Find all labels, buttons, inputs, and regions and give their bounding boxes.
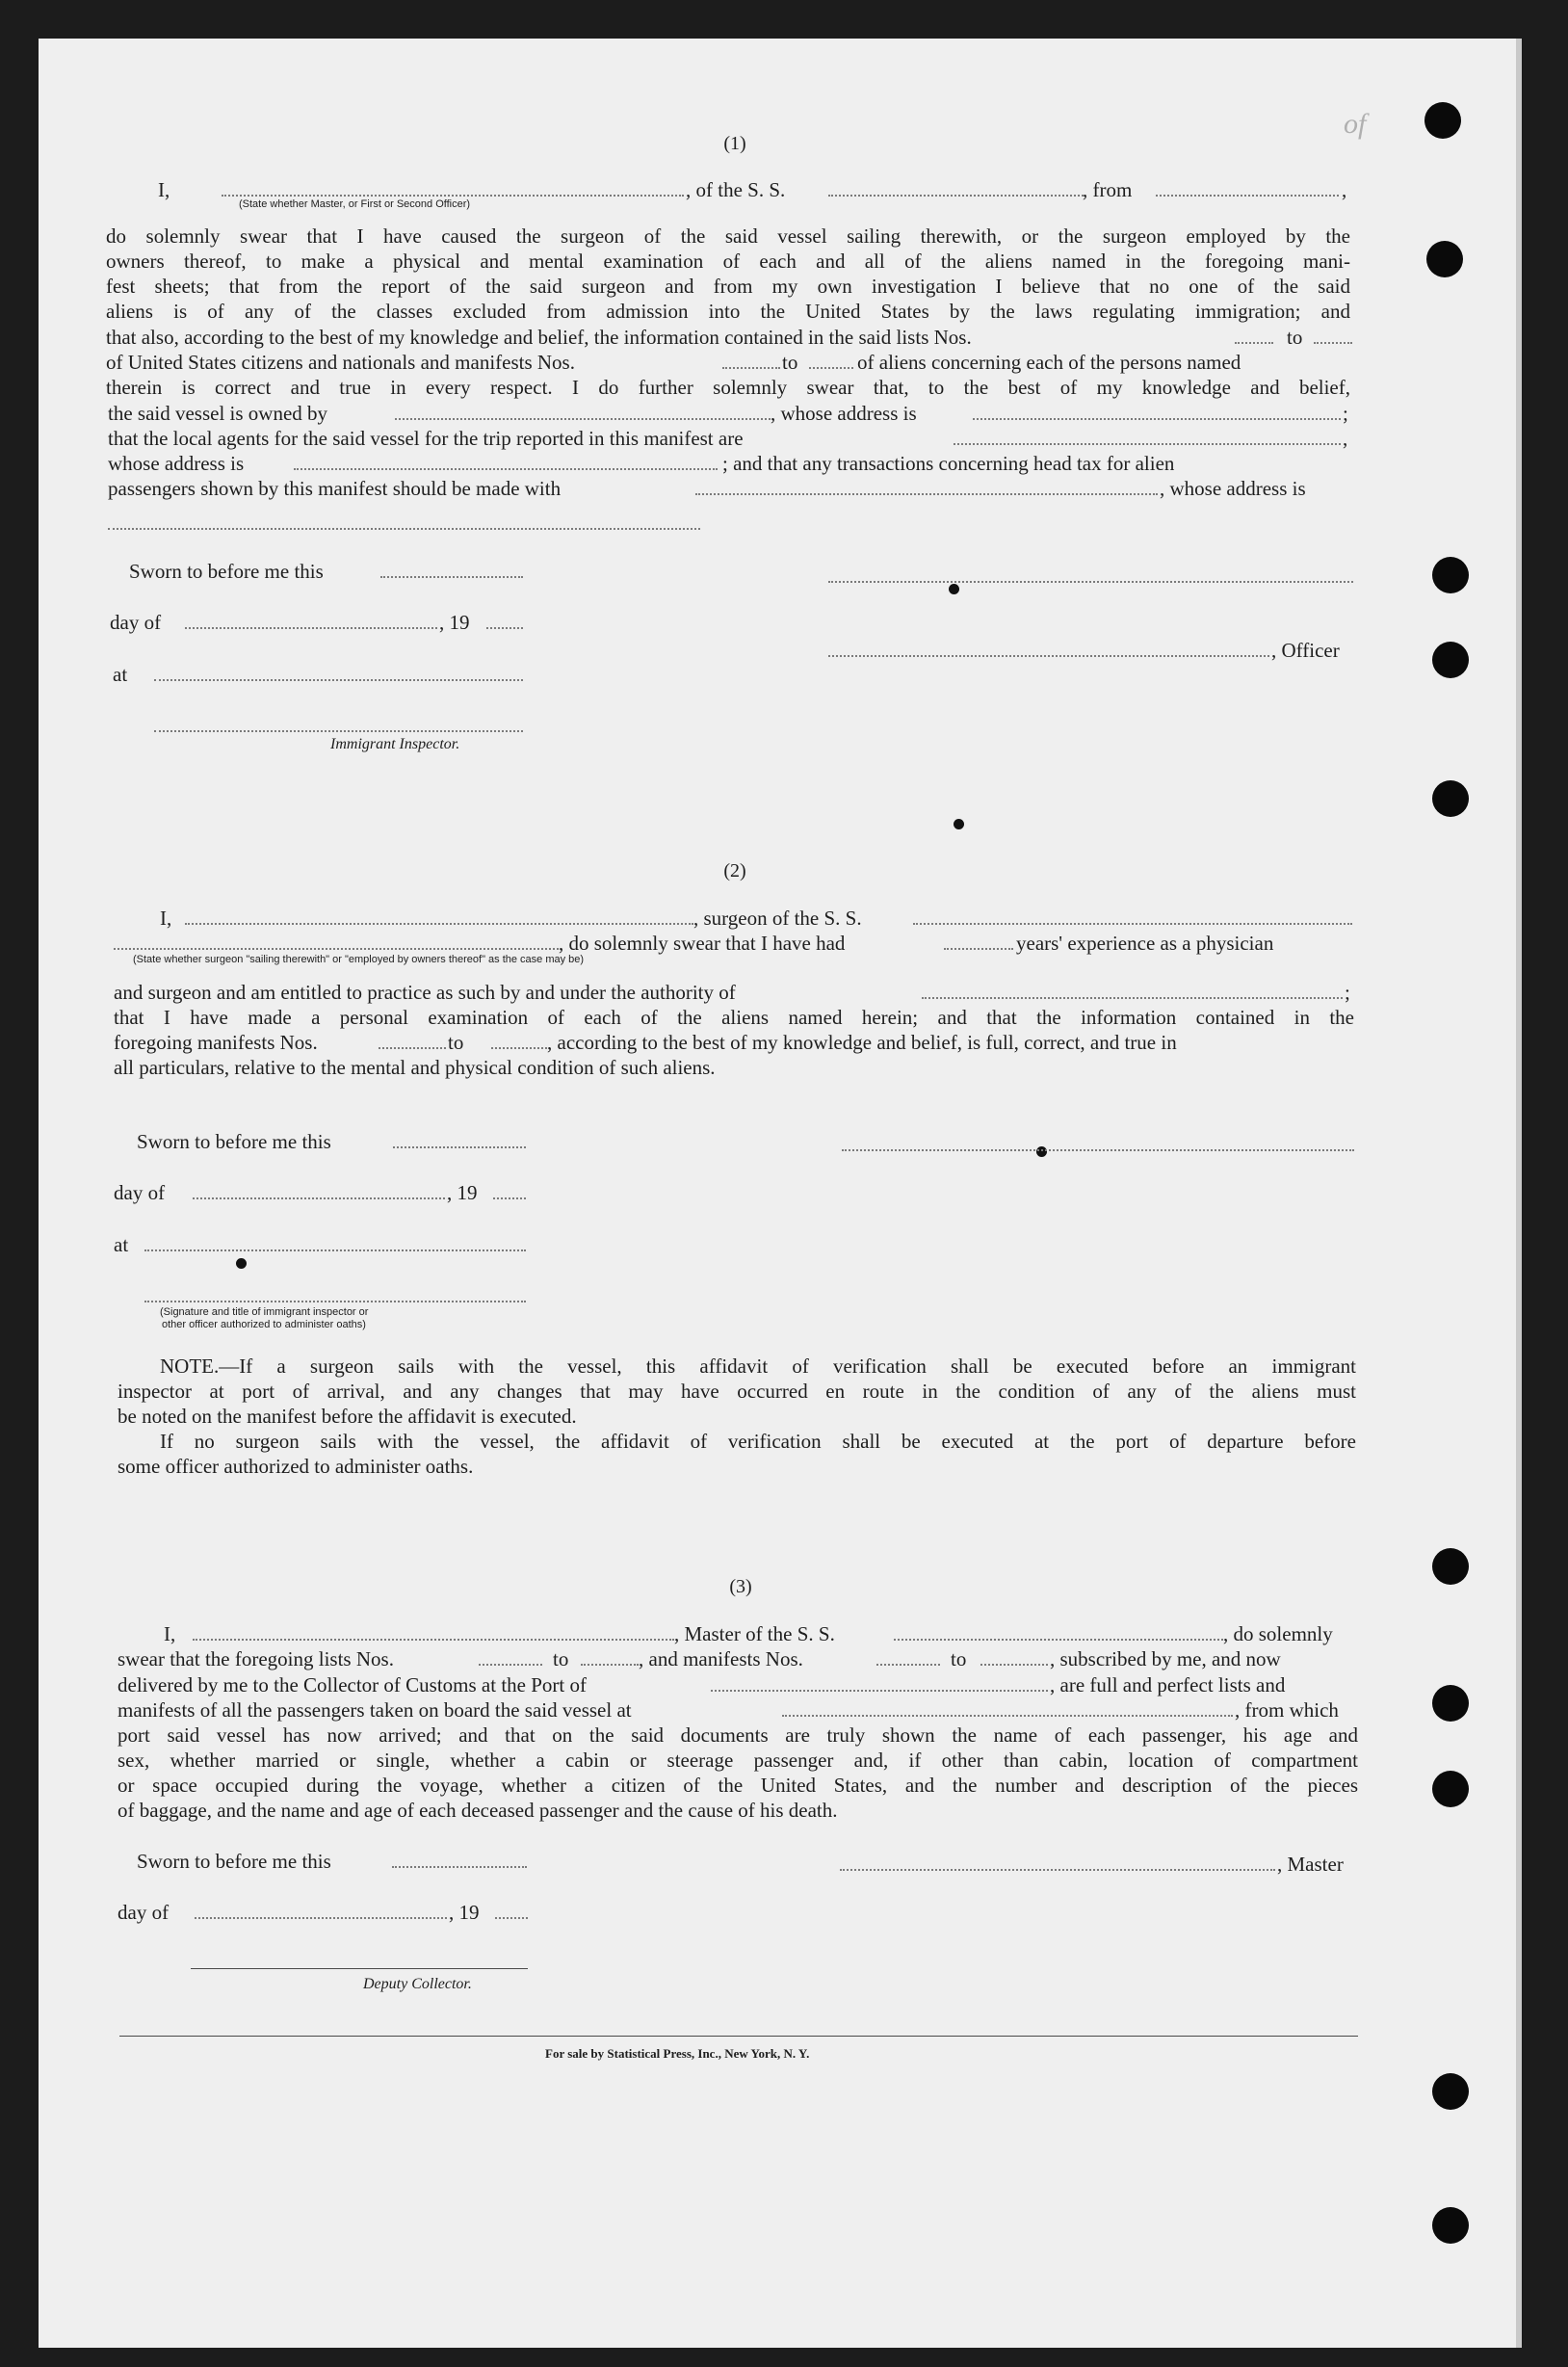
s3-perfect-lists: , are full and perfect lists and	[1050, 1673, 1286, 1696]
blank-s3-sworn-date	[392, 1866, 527, 1868]
s1-inspector-caption: Immigrant Inspector.	[330, 736, 460, 752]
blank-s2-place	[144, 1249, 526, 1251]
s3-body-line: port said vessel has now arrived; and that on the said documents are truly shown the name of each passenger, his age and	[118, 1723, 1358, 1747]
binder-hole	[1432, 1771, 1469, 1807]
s2-day-of: day of	[114, 1181, 166, 1204]
blank-head-tax-party	[695, 493, 1158, 495]
s2-manifests-clause: foregoing manifests Nos.	[114, 1031, 318, 1054]
page-edge	[1516, 39, 1522, 2348]
blank-officer-signature-2	[828, 655, 1269, 657]
s1-owned-by: the said vessel is owned by	[108, 402, 328, 425]
blank-place	[154, 679, 523, 681]
s2-experience-clause: years' experience as a physician	[1016, 932, 1274, 955]
s1-comma: ,	[1343, 427, 1348, 450]
s3-master-label: , Master	[1277, 1853, 1344, 1876]
blank-agents-address	[294, 468, 718, 470]
s1-body-line: fest sheets; that from the report of the said surgeon and from my own investigation I believe that no one of the said	[106, 275, 1350, 298]
s1-passengers-clause: passengers shown by this manifest should be made with	[108, 477, 562, 500]
s3-lists-clause: swear that the foregoing lists Nos.	[118, 1647, 394, 1670]
binder-hole	[1432, 2073, 1469, 2110]
s3-subscribed-clause: , subscribed by me, and now	[1050, 1647, 1281, 1670]
s2-surgeon-of-ss: , surgeon of the S. S.	[693, 907, 862, 930]
s2-semicolon: ;	[1345, 981, 1350, 1004]
note-line: be noted on the manifest before the affidavit is executed.	[118, 1405, 577, 1428]
s1-body-line: therein is correct and true in every respect. I do further solemnly swear that, to the best of my knowledge and belief,	[106, 376, 1350, 399]
blank-surgeon-status	[114, 948, 559, 950]
blank-officer-signature-1	[828, 581, 1353, 583]
blank-owner	[395, 418, 771, 420]
s1-year-prefix: , 19	[439, 611, 470, 634]
s1-sworn-label: Sworn to before me this	[129, 560, 324, 583]
s1-officer-label: , Officer	[1271, 639, 1340, 662]
s2-accuracy-clause: , according to the best of my knowledge and belief, is full, correct, and true in	[547, 1031, 1177, 1054]
s1-day-of: day of	[110, 611, 162, 634]
s2-body-line: that I have made a personal examination of each of the aliens named herein; and that the information contained in the	[114, 1006, 1354, 1029]
s3-delivered-clause: delivered by me to the Collector of Customs at the Port of	[118, 1673, 587, 1696]
binder-hole	[1432, 1548, 1469, 1585]
blank-port-of-boarding	[782, 1715, 1233, 1717]
s3-day-of: day of	[118, 1901, 170, 1924]
s1-body-line: aliens is of any of the classes excluded from admission into the United States by the laws regulating immigration; and	[106, 300, 1350, 323]
corner-mark: of	[1344, 108, 1367, 140]
binder-hole	[1432, 2207, 1469, 2244]
deputy-signature-line	[191, 1968, 528, 1969]
s2-pronoun: I,	[160, 907, 172, 930]
blank-master-name	[193, 1639, 674, 1641]
binder-hole	[1432, 1685, 1469, 1722]
s1-local-agents: that the local agents for the said vessel for the trip reported in this manifest are	[108, 427, 744, 450]
blank-s2-day-month	[193, 1197, 445, 1199]
s3-to: to	[553, 1647, 569, 1670]
s1-body-line: do solemnly swear that I have caused the surgeon of the said vessel sailing therewith, or the surgeon employed by the	[106, 224, 1350, 248]
note-line: NOTE.—If a surgeon sails with the vessel, this affidavit of verification shall be executed before an immigrant	[160, 1354, 1356, 1378]
blank-head-tax-address	[108, 528, 700, 530]
blank-sworn-date	[380, 576, 523, 578]
blank-manifest-no-from	[722, 367, 780, 369]
s2-sworn-label: Sworn to before me this	[137, 1130, 331, 1153]
s1-of-ss: , of the S. S.	[686, 178, 786, 201]
blank-manifest-no-to	[809, 367, 853, 369]
blank-surgeon-vessel	[913, 923, 1352, 925]
binder-hole	[1424, 102, 1461, 139]
blank-s2-manifest-to	[491, 1047, 547, 1049]
blank-s3-manifest-to	[980, 1664, 1048, 1666]
blank-surgeon-signature	[842, 1149, 1354, 1151]
s2-signature-note: (Signature and title of immigrant inspector or	[160, 1306, 369, 1318]
note-line: some officer authorized to administer oaths.	[118, 1455, 474, 1478]
s2-body-line: all particulars, relative to the mental and physical condition of such aliens.	[114, 1056, 716, 1079]
ink-speck	[949, 584, 959, 594]
blank-year	[486, 627, 523, 629]
s1-body-line: owners thereof, to make a physical and mental examination of each and all of the aliens named in the foregoing mani-	[106, 250, 1350, 273]
s1-lists-clause: that also, according to the best of my knowledge and belief, the information contained in the said lists Nos.	[106, 326, 972, 349]
blank-s3-vessel	[894, 1639, 1223, 1641]
s2-year-prefix: , 19	[447, 1181, 478, 1204]
s1-whose-address: , whose address is	[1160, 477, 1306, 500]
s3-body-line: sex, whether married or single, whether a cabin or steerage passenger and, if other than cabin, location of compartment	[118, 1749, 1358, 1772]
s1-owner-address-label: , whose address is	[771, 402, 917, 425]
s1-comma: ,	[1342, 178, 1347, 201]
blank-departure-port	[1156, 195, 1339, 197]
s3-body-line: of baggage, and the name and age of each deceased passenger and the cause of his death.	[118, 1799, 838, 1822]
s2-status-note: (State whether surgeon "sailing therewith" or "employed by owners thereof" as the case may be)	[133, 954, 585, 965]
blank-owner-address	[973, 418, 1341, 420]
note-line: inspector at port of arrival, and any changes that may have occurred en route in the condition of any of the aliens must	[118, 1380, 1356, 1403]
s2-at: at	[114, 1233, 129, 1256]
blank-local-agents	[954, 443, 1341, 445]
binder-hole	[1426, 241, 1463, 277]
s3-from-which: , from which	[1235, 1698, 1339, 1722]
blank-years-experience	[944, 948, 1013, 950]
s1-aliens-clause: of aliens concerning each of the persons named	[857, 351, 1241, 374]
section-number: (3)	[729, 1576, 752, 1597]
s1-semicolon: ;	[1343, 402, 1348, 425]
s3-sworn-label: Sworn to before me this	[137, 1850, 331, 1873]
binder-hole	[1432, 642, 1469, 678]
blank-vessel-name	[828, 195, 1084, 197]
s2-signature-note: other officer authorized to administer oaths)	[162, 1319, 366, 1330]
blank-s2-inspector-signature	[144, 1301, 526, 1302]
blank-s2-year	[493, 1197, 526, 1199]
s3-year-prefix: , 19	[449, 1901, 480, 1924]
s3-pronoun: I,	[164, 1622, 176, 1645]
blank-s3-manifest-from	[876, 1664, 940, 1666]
printer-imprint: For sale by Statistical Press, Inc., New York, N. Y.	[545, 2046, 810, 2061]
blank-s3-year	[495, 1917, 528, 1919]
s3-manifests-label: , and manifests Nos.	[639, 1647, 803, 1670]
s3-swear: , do solemnly	[1223, 1622, 1333, 1645]
s1-to: to	[1287, 326, 1303, 349]
blank-s2-manifest-from	[379, 1047, 446, 1049]
s3-master-of-ss: , Master of the S. S.	[674, 1622, 835, 1645]
ink-speck	[236, 1258, 247, 1269]
blank-surgeon-name	[185, 923, 693, 925]
footer-rule	[119, 2036, 1358, 2037]
s1-at: at	[113, 663, 128, 686]
blank-officer-rank	[222, 195, 684, 197]
blank-s3-list-to	[581, 1664, 639, 1666]
blank-port-of-arrival	[711, 1690, 1048, 1692]
s1-rank-note: (State whether Master, or First or Second Officer)	[239, 198, 471, 210]
s1-agents-address-label: whose address is	[108, 452, 245, 475]
ink-speck	[954, 819, 964, 829]
blank-day-month	[185, 627, 437, 629]
blank-licensing-authority	[922, 997, 1343, 999]
binder-hole	[1432, 780, 1469, 817]
s2-swear-clause: , do solemnly swear that I have had	[559, 932, 846, 955]
s2-to: to	[448, 1031, 464, 1054]
blank-list-no-from	[1235, 342, 1273, 344]
s3-to: to	[951, 1647, 967, 1670]
s3-deputy-caption: Deputy Collector.	[363, 1976, 472, 1992]
s3-boarded-clause: manifests of all the passengers taken on board the said vessel at	[118, 1698, 632, 1722]
note-line: If no surgeon sails with the vessel, the affidavit of verification shall be executed at the port of departure before	[160, 1430, 1356, 1453]
blank-s3-list-from	[479, 1664, 542, 1666]
s1-from: , from	[1083, 178, 1133, 201]
blank-s3-day-month	[195, 1917, 447, 1919]
blank-list-no-to	[1314, 342, 1352, 344]
binder-hole	[1432, 557, 1469, 593]
blank-s2-sworn-date	[393, 1146, 526, 1148]
blank-inspector-signature	[154, 730, 523, 732]
s1-head-tax-clause: ; and that any transactions concerning head tax for alien	[722, 452, 1175, 475]
s1-manifests-clause: of United States citizens and nationals and manifests Nos.	[106, 351, 575, 374]
s2-authority-clause: and surgeon and am entitled to practice as such by and under the authority of	[114, 981, 736, 1004]
section-number: (2)	[723, 860, 746, 881]
blank-master-signature	[840, 1869, 1275, 1871]
s1-pronoun: I,	[158, 178, 170, 201]
ink-speck	[1036, 1146, 1047, 1157]
s1-to: to	[782, 351, 798, 374]
s3-body-line: or space occupied during the voyage, whether a citizen of the United States, and the number and description of the pieces	[118, 1774, 1358, 1797]
section-number: (1)	[723, 133, 746, 154]
